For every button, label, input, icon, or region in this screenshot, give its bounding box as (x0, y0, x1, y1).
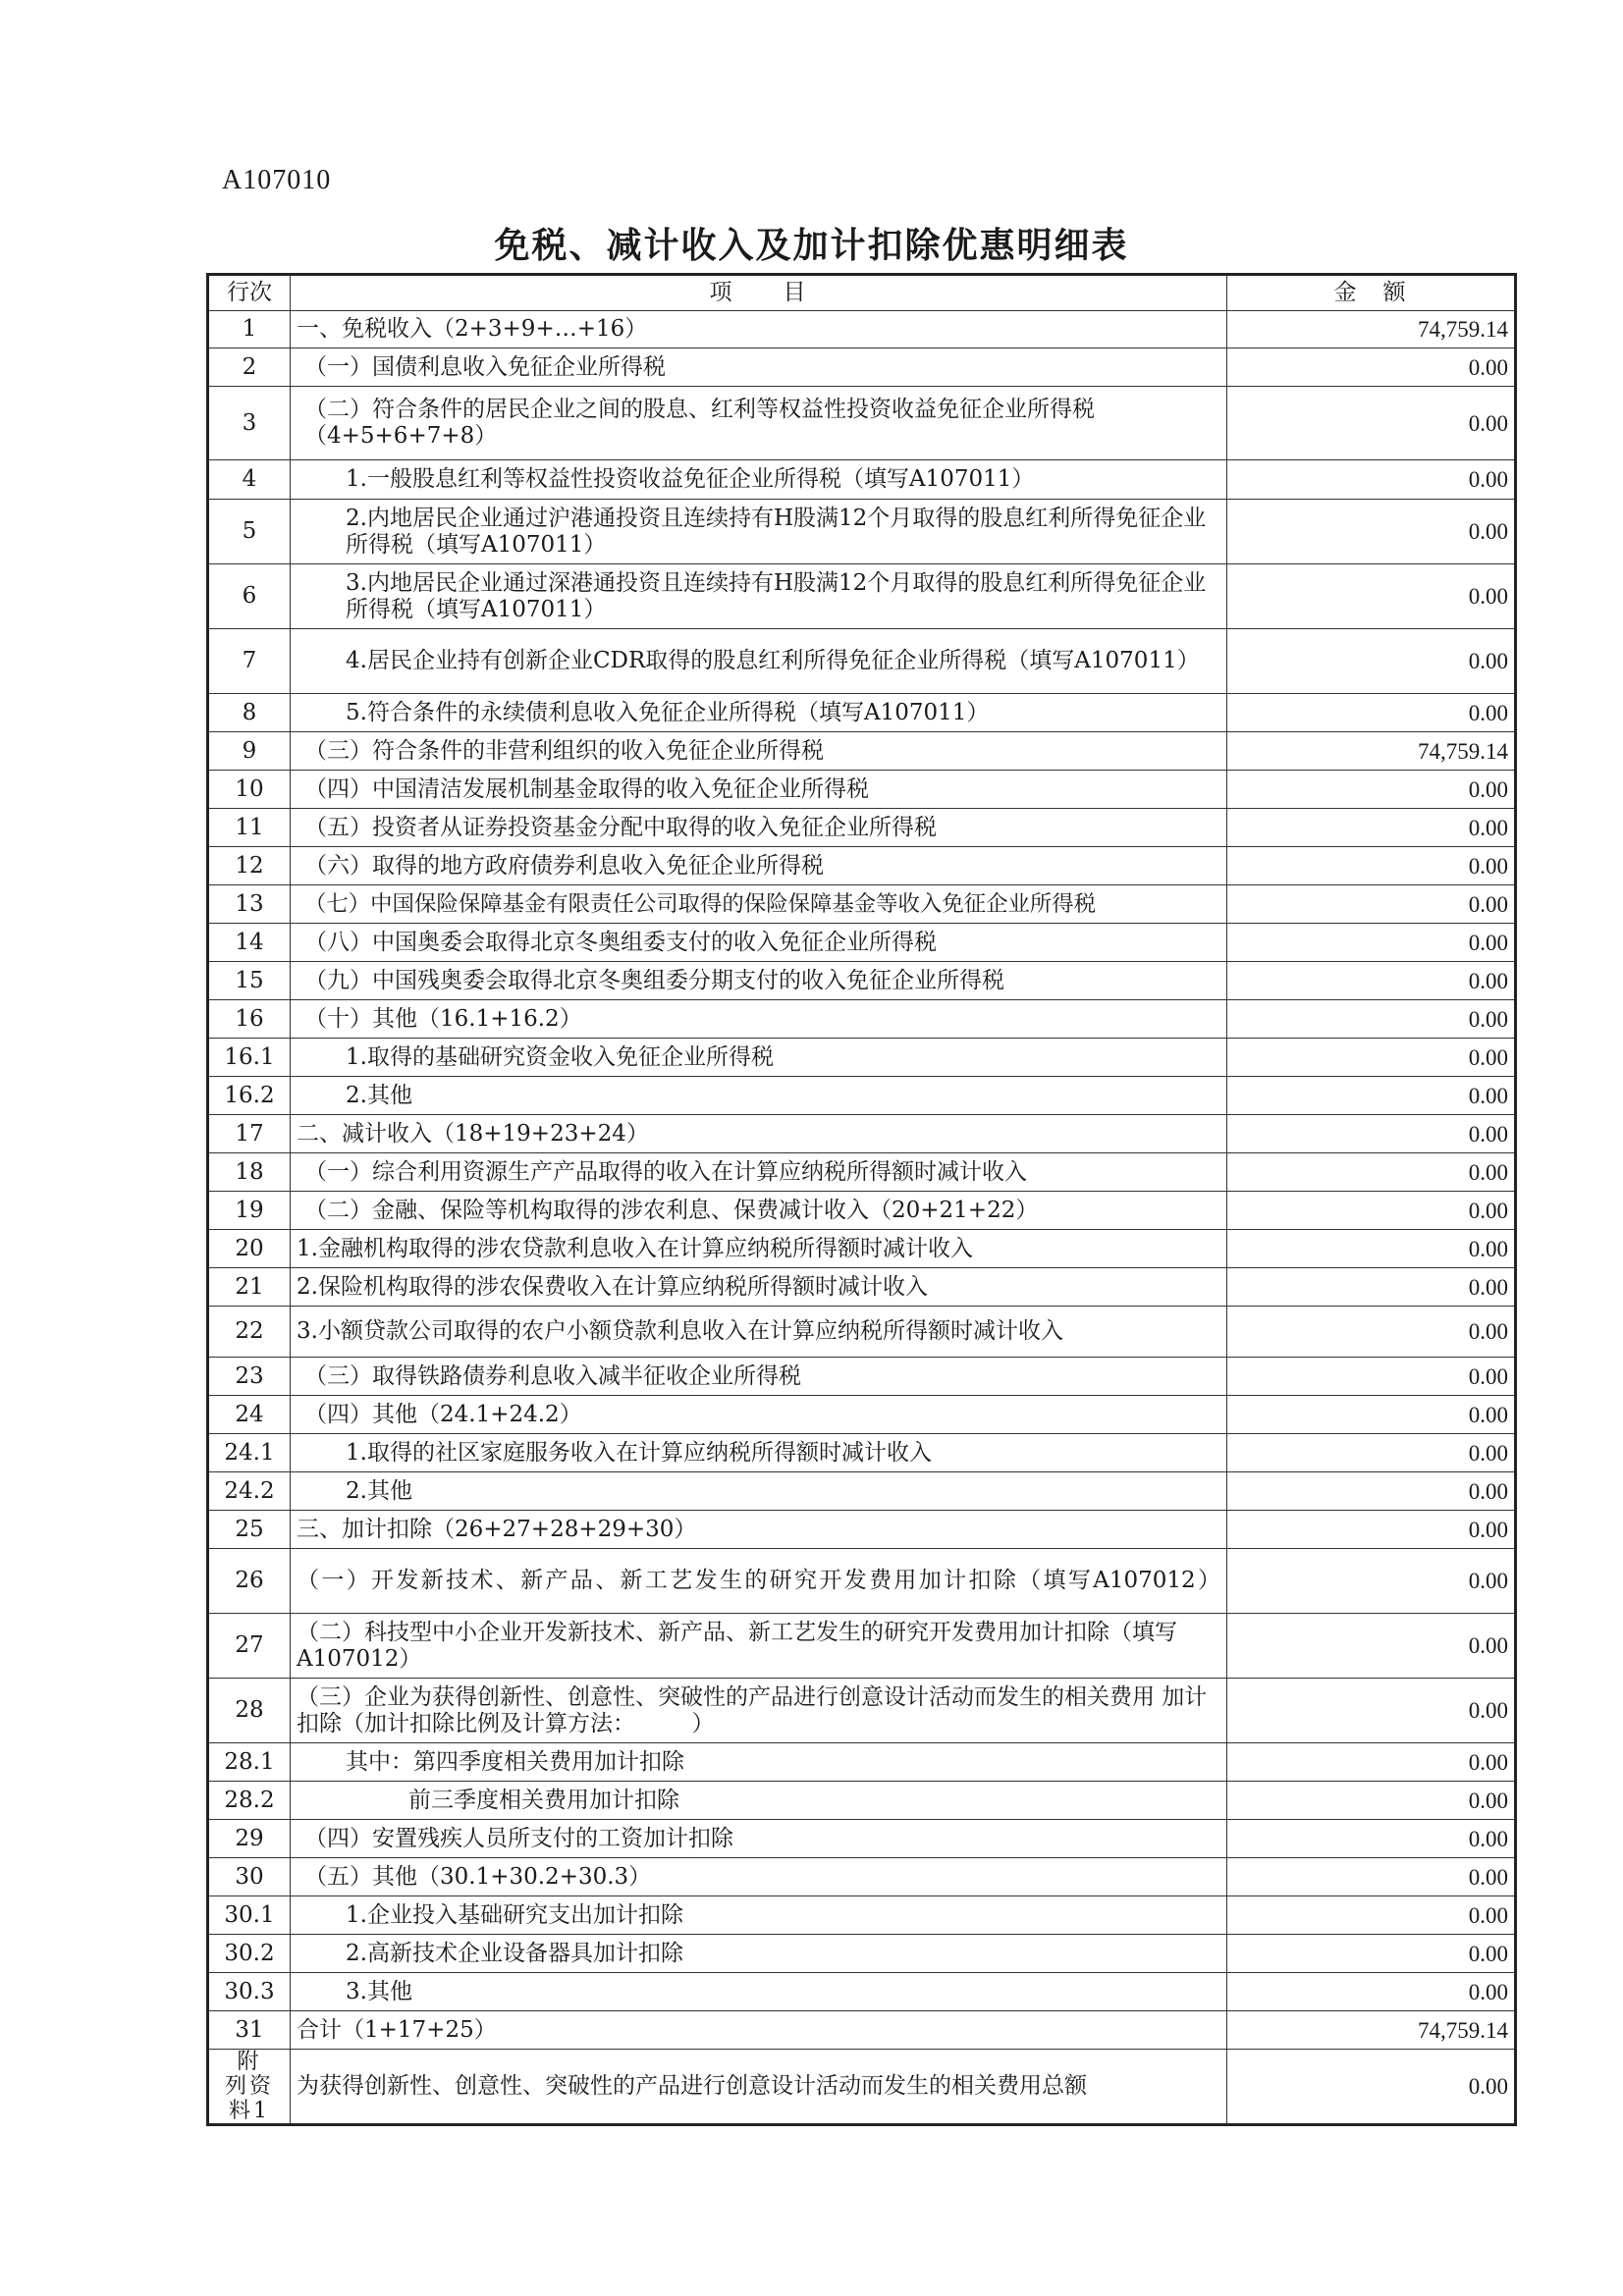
table-row (208, 1820, 1516, 1858)
row-amount: 0.00 (1227, 460, 1516, 500)
row-number: 6 (208, 564, 291, 629)
row-item: 2.保险机构取得的涉农保费收入在计算应纳税所得额时减计收入 (291, 1268, 1227, 1307)
row-item: 3.内地居民企业通过深港通投资且连续持有H股满12个月取得的股息红利所得免征企业所得税（填写A107011） (291, 564, 1227, 629)
table-row (208, 348, 1516, 387)
table-row (208, 1973, 1516, 2011)
row-amount: 0.00 (1227, 847, 1516, 885)
row-item: （一）国债利息收入免征企业所得税 (291, 348, 1227, 387)
row-item: （一）综合利用资源生产产品取得的收入在计算应纳税所得额时减计收入 (291, 1153, 1227, 1192)
row-amount: 0.00 (1227, 2050, 1516, 2125)
row-number: 25 (208, 1511, 291, 1549)
row-item: 1.金融机构取得的涉农贷款利息收入在计算应纳税所得额时减计收入 (291, 1230, 1227, 1268)
row-number: 16.1 (208, 1039, 291, 1077)
row-item: （九）中国残奥委会取得北京冬奥组委分期支付的收入免征企业所得税 (291, 962, 1227, 1000)
row-number: 14 (208, 924, 291, 962)
row-item: 5.符合条件的永续债利息收入免征企业所得税（填写A107011） (291, 694, 1227, 732)
row-number: 12 (208, 847, 291, 885)
row-item: （二）科技型中小企业开发新技术、新产品、新工艺发生的研究开发费用加计扣除（填写A107012） (291, 1614, 1227, 1679)
row-amount: 0.00 (1227, 1358, 1516, 1396)
row-amount: 0.00 (1227, 1935, 1516, 1973)
row-amount: 0.00 (1227, 694, 1516, 732)
row-amount: 0.00 (1227, 1039, 1516, 1077)
row-amount: 0.00 (1227, 1782, 1516, 1820)
row-amount: 0.00 (1227, 1077, 1516, 1115)
row-item: （七）中国保险保障基金有限责任公司取得的保险保障基金等收入免征企业所得税 (291, 885, 1227, 924)
row-amount: 0.00 (1227, 1307, 1516, 1358)
table-row (208, 1153, 1516, 1192)
row-amount: 0.00 (1227, 1153, 1516, 1192)
table-row (208, 847, 1516, 885)
table-row (208, 629, 1516, 694)
row-amount: 0.00 (1227, 1511, 1516, 1549)
row-amount: 0.00 (1227, 885, 1516, 924)
table-row (208, 924, 1516, 962)
row-number: 28.1 (208, 1743, 291, 1782)
row-item: 为获得创新性、创意性、突破性的产品进行创意设计活动而发生的相关费用总额 (291, 2050, 1227, 2125)
row-number: 18 (208, 1153, 291, 1192)
row-amount: 0.00 (1227, 924, 1516, 962)
table-row (208, 1858, 1516, 1896)
row-item: （八）中国奥委会取得北京冬奥组委支付的收入免征企业所得税 (291, 924, 1227, 962)
row-item: 二、减计收入（18+19+23+24） (291, 1115, 1227, 1153)
row-item: （三）取得铁路债券利息收入减半征收企业所得税 (291, 1358, 1227, 1396)
table-row (208, 1896, 1516, 1935)
row-amount: 0.00 (1227, 1115, 1516, 1153)
row-amount: 0.00 (1227, 1549, 1516, 1614)
row-item: （五）投资者从证券投资基金分配中取得的收入免征企业所得税 (291, 809, 1227, 847)
row-number: 30.3 (208, 1973, 291, 2011)
row-amount: 0.00 (1227, 1743, 1516, 1782)
table-row (208, 387, 1516, 460)
table-row (208, 1434, 1516, 1472)
table-row (208, 1230, 1516, 1268)
table-row (208, 1307, 1516, 1358)
row-amount: 0.00 (1227, 1192, 1516, 1230)
row-item: （四）安置残疾人员所支付的工资加计扣除 (291, 1820, 1227, 1858)
table-row (208, 809, 1516, 847)
row-number: 27 (208, 1614, 291, 1679)
row-number: 29 (208, 1820, 291, 1858)
row-item: 2.高新技术企业设备器具加计扣除 (291, 1935, 1227, 1973)
table-row (208, 1396, 1516, 1434)
row-amount: 0.00 (1227, 1820, 1516, 1858)
row-item: 一、免税收入（2+3+9+…+16） (291, 311, 1227, 348)
row-number: 24.2 (208, 1472, 291, 1511)
row-number: 23 (208, 1358, 291, 1396)
table-row (208, 885, 1516, 924)
form-title: 免税、减计收入及加计扣除优惠明细表 (494, 225, 1129, 266)
table-row (208, 1782, 1516, 1820)
table-row (208, 1472, 1516, 1511)
row-number: 28 (208, 1679, 291, 1743)
row-number: 9 (208, 732, 291, 771)
row-item: 1.取得的社区家庭服务收入在计算应纳税所得额时减计收入 (291, 1434, 1227, 1472)
table-row (208, 1614, 1516, 1679)
form-code: A107010 (222, 165, 332, 195)
table-row (208, 460, 1516, 500)
row-amount: 74,759.14 (1227, 2011, 1516, 2050)
table-row (208, 2050, 1516, 2125)
row-amount: 0.00 (1227, 1679, 1516, 1743)
table-row (208, 1935, 1516, 1973)
table-row (208, 1192, 1516, 1230)
table-row (208, 771, 1516, 809)
row-number: 2 (208, 348, 291, 387)
table-row (208, 1077, 1516, 1115)
table-row (208, 1549, 1516, 1614)
row-number: 24 (208, 1396, 291, 1434)
row-number: 4 (208, 460, 291, 500)
row-amount: 0.00 (1227, 1472, 1516, 1511)
table-row (208, 694, 1516, 732)
header-row (208, 275, 1516, 311)
table-row (208, 1679, 1516, 1743)
row-amount: 0.00 (1227, 387, 1516, 460)
row-item: 前三季度相关费用加计扣除 (291, 1782, 1227, 1820)
row-item: （六）取得的地方政府债券利息收入免征企业所得税 (291, 847, 1227, 885)
row-amount: 0.00 (1227, 771, 1516, 809)
table-row (208, 1039, 1516, 1077)
row-item: （三）企业为获得创新性、创意性、突破性的产品进行创意设计活动而发生的相关费用 加计扣除（加计扣除比例及计算方法： ） (291, 1679, 1227, 1743)
table-row (208, 1358, 1516, 1396)
row-number: 30 (208, 1858, 291, 1896)
row-number: 19 (208, 1192, 291, 1230)
row-number: 16.2 (208, 1077, 291, 1115)
row-item: 2.内地居民企业通过沪港通投资且连续持有H股满12个月取得的股息红利所得免征企业所得税（填写A107011） (291, 500, 1227, 564)
row-item: （三）符合条件的非营利组织的收入免征企业所得税 (291, 732, 1227, 771)
row-amount: 0.00 (1227, 809, 1516, 847)
row-item: 1.企业投入基础研究支出加计扣除 (291, 1896, 1227, 1935)
row-item: （五）其他（30.1+30.2+30.3） (291, 1858, 1227, 1896)
row-number: 31 (208, 2011, 291, 2050)
row-amount: 0.00 (1227, 1973, 1516, 2011)
row-number: 1 (208, 311, 291, 348)
row-item: （四）中国清洁发展机制基金取得的收入免征企业所得税 (291, 771, 1227, 809)
row-number: 3 (208, 387, 291, 460)
row-number: 8 (208, 694, 291, 732)
row-amount: 0.00 (1227, 1000, 1516, 1039)
row-number: 26 (208, 1549, 291, 1614)
row-item: （二）符合条件的居民企业之间的股息、红利等权益性投资收益免征企业所得税（4+5+6+7+8） (291, 387, 1227, 460)
row-number: 13 (208, 885, 291, 924)
row-amount: 74,759.14 (1227, 311, 1516, 348)
row-amount: 0.00 (1227, 1268, 1516, 1307)
table-row (208, 1115, 1516, 1153)
row-item: （一）开发新技术、新产品、新工艺发生的研究开发费用加计扣除（填写A107012） (291, 1549, 1227, 1614)
row-amount: 0.00 (1227, 1614, 1516, 1679)
row-number: 30.2 (208, 1935, 291, 1973)
row-amount: 0.00 (1227, 1858, 1516, 1896)
row-amount: 0.00 (1227, 348, 1516, 387)
table-row (208, 1511, 1516, 1549)
row-amount: 0.00 (1227, 1230, 1516, 1268)
row-number: 28.2 (208, 1782, 291, 1820)
table-row (208, 311, 1516, 348)
table-row (208, 962, 1516, 1000)
row-number: 7 (208, 629, 291, 694)
row-amount: 0.00 (1227, 1434, 1516, 1472)
row-item: （四）其他（24.1+24.2） (291, 1396, 1227, 1434)
row-number: 30.1 (208, 1896, 291, 1935)
table-row (208, 732, 1516, 771)
row-amount: 0.00 (1227, 1896, 1516, 1935)
header-amount: 金 额 (1227, 275, 1516, 311)
table-row (208, 2011, 1516, 2050)
table-row (208, 1268, 1516, 1307)
row-number: 5 (208, 500, 291, 564)
row-number: 16 (208, 1000, 291, 1039)
row-number: 17 (208, 1115, 291, 1153)
row-amount: 0.00 (1227, 962, 1516, 1000)
row-item: 1.取得的基础研究资金收入免征企业所得税 (291, 1039, 1227, 1077)
row-amount: 0.00 (1227, 564, 1516, 629)
header-item: 项 目 (291, 275, 1227, 311)
row-amount: 0.00 (1227, 629, 1516, 694)
row-number: 21 (208, 1268, 291, 1307)
table-row (208, 1000, 1516, 1039)
row-amount: 0.00 (1227, 500, 1516, 564)
row-number: 11 (208, 809, 291, 847)
row-item: 3.其他 (291, 1973, 1227, 2011)
row-amount: 74,759.14 (1227, 732, 1516, 771)
row-item: 其中：第四季度相关费用加计扣除 (291, 1743, 1227, 1782)
row-item: 4.居民企业持有创新企业CDR取得的股息红利所得免征企业所得税（填写A107011） (291, 629, 1227, 694)
row-item: 合计（1+17+25） (291, 2011, 1227, 2050)
row-number: 22 (208, 1307, 291, 1358)
table-row (208, 564, 1516, 629)
row-item: 2.其他 (291, 1077, 1227, 1115)
table-row (208, 500, 1516, 564)
row-amount: 0.00 (1227, 1396, 1516, 1434)
row-number: 10 (208, 771, 291, 809)
row-item: 3.小额贷款公司取得的农户小额贷款利息收入在计算应纳税所得额时减计收入 (291, 1307, 1227, 1358)
row-item: 三、加计扣除（26+27+28+29+30） (291, 1511, 1227, 1549)
row-item: 2.其他 (291, 1472, 1227, 1511)
row-item: 1.一般股息红利等权益性投资收益免征企业所得税（填写A107011） (291, 460, 1227, 500)
row-item: （二）金融、保险等机构取得的涉农利息、保费减计收入（20+21+22） (291, 1192, 1227, 1230)
row-number: 20 (208, 1230, 291, 1268)
table-row (208, 1743, 1516, 1782)
row-number: 15 (208, 962, 291, 1000)
row-item: （十）其他（16.1+16.2） (291, 1000, 1227, 1039)
row-number: 24.1 (208, 1434, 291, 1472)
header-row-no: 行次 (208, 275, 291, 311)
row-number: 附 列资料1 (208, 2050, 291, 2125)
detail-table (206, 273, 1517, 2126)
